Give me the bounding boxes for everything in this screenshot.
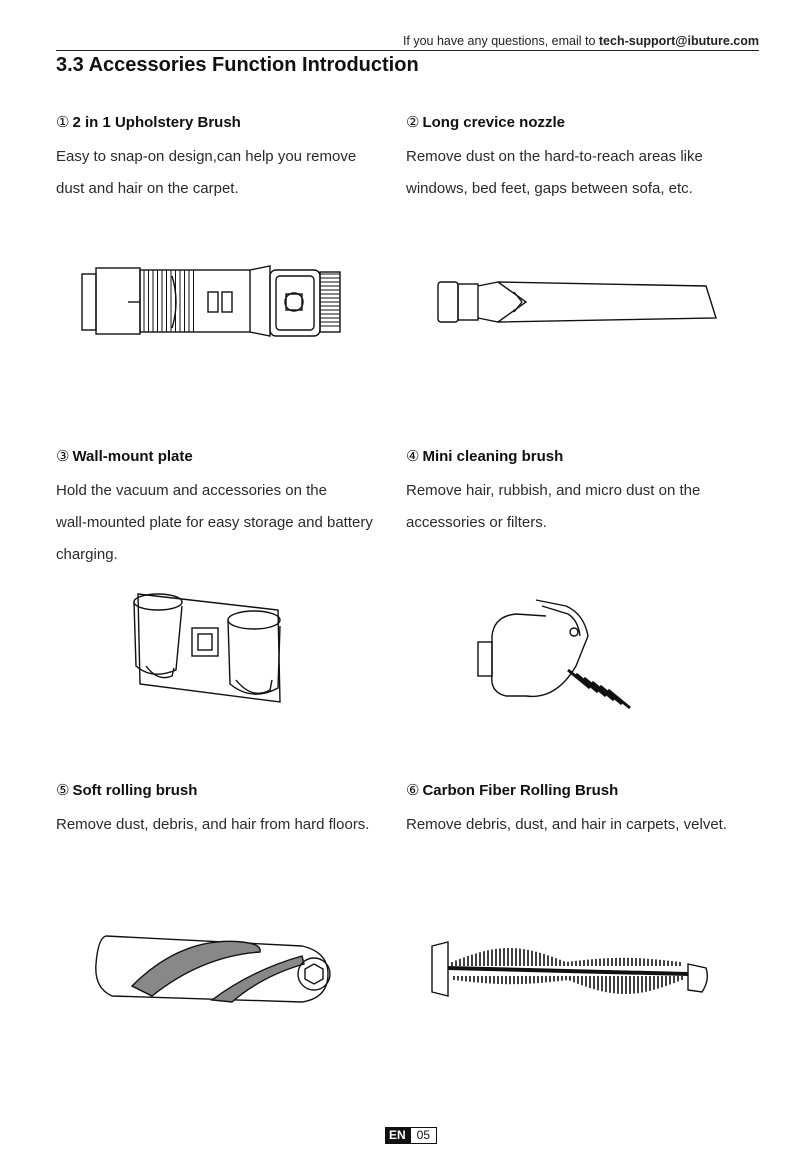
accessory-mini-cleaning-brush bbox=[406, 446, 751, 539]
header-prefix: If you have any questions, email to bbox=[402, 34, 599, 48]
accessory-soft-rolling-brush bbox=[56, 780, 401, 841]
header-rule bbox=[56, 50, 759, 51]
accessory-name: Wall-mount plate bbox=[72, 448, 193, 465]
desc-line: dust and hair on the carpet. bbox=[56, 180, 239, 197]
page-footer bbox=[385, 1127, 437, 1144]
page-title: 3.3 Accessories Function Introduction bbox=[56, 54, 419, 76]
desc-line: wall-mounted plate for easy storage and battery bbox=[56, 514, 373, 531]
accessory-number: ② bbox=[406, 113, 420, 131]
accessory-crevice-nozzle bbox=[406, 112, 751, 205]
accessory-name: Soft rolling brush bbox=[72, 782, 198, 799]
footer-language: EN bbox=[385, 1127, 410, 1144]
accessory-number: ④ bbox=[406, 447, 420, 465]
desc-line: charging. bbox=[56, 546, 118, 563]
desc-line: Remove debris, dust, and hair in carpets, velvet. bbox=[406, 816, 727, 833]
accessory-upholstery-brush bbox=[56, 112, 401, 205]
accessory-name: Long crevice nozzle bbox=[422, 114, 565, 131]
accessory-title bbox=[406, 112, 751, 133]
desc-line: windows, bed feet, gaps between sofa, etc. bbox=[406, 180, 693, 197]
accessory-name: 2 in 1 Upholstery Brush bbox=[72, 114, 241, 131]
accessory-title bbox=[56, 112, 401, 133]
footer-page-number: 05 bbox=[410, 1127, 437, 1144]
accessory-description bbox=[406, 141, 751, 205]
support-email[interactable]: tech-support@ibuture.com bbox=[598, 34, 759, 48]
desc-line: Remove dust on the hard-to-reach areas like bbox=[406, 148, 703, 165]
accessory-description bbox=[56, 141, 401, 205]
carbon-fiber-brush-illustration bbox=[426, 934, 710, 1010]
accessory-description bbox=[406, 475, 751, 539]
accessory-description bbox=[56, 475, 401, 571]
accessory-name: Mini cleaning brush bbox=[422, 448, 564, 465]
accessory-name: Carbon Fiber Rolling Brush bbox=[422, 782, 619, 799]
accessory-description bbox=[406, 809, 751, 841]
mini-cleaning-brush-illustration bbox=[456, 596, 636, 726]
desc-line: Remove hair, rubbish, and micro dust on the bbox=[406, 482, 701, 499]
accessory-number: ⑥ bbox=[406, 781, 420, 799]
accessory-number: ③ bbox=[56, 447, 70, 465]
soft-rolling-brush-illustration bbox=[92, 926, 342, 1010]
accessory-title bbox=[406, 446, 751, 467]
desc-line: Remove dust, debris, and hair from hard floors. bbox=[56, 816, 370, 833]
accessory-title bbox=[56, 446, 401, 467]
accessory-number: ① bbox=[56, 113, 70, 131]
accessory-carbon-fiber-brush bbox=[406, 780, 751, 841]
wall-mount-plate-illustration bbox=[128, 584, 296, 724]
accessory-number: ⑤ bbox=[56, 781, 70, 799]
upholstery-brush-illustration bbox=[80, 262, 350, 344]
accessory-description bbox=[56, 809, 401, 841]
accessory-wall-mount-plate bbox=[56, 446, 401, 571]
accessory-title bbox=[56, 780, 401, 801]
desc-line: accessories or filters. bbox=[406, 514, 547, 531]
desc-line: Easy to snap-on design,can help you remove bbox=[56, 148, 357, 165]
accessory-title bbox=[406, 780, 751, 801]
header-contact bbox=[56, 34, 759, 48]
desc-line: Hold the vacuum and accessories on the bbox=[56, 482, 327, 499]
crevice-nozzle-illustration bbox=[436, 278, 726, 326]
